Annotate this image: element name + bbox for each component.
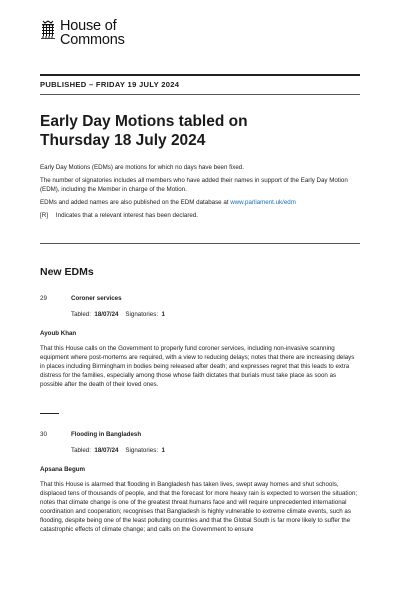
edm-title: Coroner services <box>71 295 122 302</box>
signatories-count: 1 <box>161 447 165 454</box>
intro-block <box>40 164 360 225</box>
portcullis-icon <box>40 20 56 40</box>
page-title <box>40 112 360 150</box>
title-line-2: Thursday 18 July 2024 <box>40 132 206 149</box>
edm-entry <box>40 430 360 535</box>
tabled-date: 18/07/24 <box>94 311 119 318</box>
edm-number: 30 <box>40 431 47 438</box>
intro-paragraph-3 <box>40 199 360 208</box>
edm-motion-text: That this House is alarmed that flooding in Bangladesh has taken lives, swept away homes and shut schools, displaced tens of thousands of people, and that the forecast for more heavy rain is expected to worsen the situation; notes that climate change is one of the greatest threat humans face and will require unprecedented international coordination and cooperation; recognises that Bangladesh is highly vulnerable to extreme climate events, such as flooding, despite being one of the least polluting countries and that the Global South is far more likely to suffer the catastrophic effects of climate change; and calls on the Government to ensure <box>40 481 358 534</box>
edm-separator <box>40 413 59 414</box>
intro-paragraph-1: Early Day Motions (EDMs) are motions for which no days have been fixed. <box>40 164 244 171</box>
signatories-label: Signatories: <box>125 311 159 318</box>
logo-line-1: House of <box>60 18 117 34</box>
published-rule <box>40 94 360 95</box>
tabled-date: 18/07/24 <box>94 447 119 454</box>
logo-wordmark <box>60 20 125 47</box>
edm-member: Ayoub Khan <box>40 330 77 337</box>
edm-motion-text: That this House calls on the Government to properly fund coroner services, including non-invasive scanning equipment where post-mortems are required, with a view to reducing delays; notes that there are increasing delays in places including Birmingham in bodies being released after death; and expresses regret that this leads to extra distress for the families, especially among those whose faith dictates that burials must take place as soon as possible after the death of their loved ones. <box>40 345 355 389</box>
edm-entry <box>40 294 360 389</box>
house-of-commons-logo <box>40 20 125 47</box>
edm-meta <box>71 310 360 319</box>
intro-p3-text: EDMs and added names are also published on the EDM database at <box>40 198 231 206</box>
r-note-text: Indicates that a relevant interest has been declared. <box>55 211 198 219</box>
top-rule <box>40 74 360 76</box>
section-title: New EDMs <box>40 266 94 278</box>
logo-line-2: Commons <box>60 31 125 48</box>
edm-member: Apsana Begum <box>40 466 86 473</box>
intro-rule <box>40 243 360 244</box>
title-line-1: Early Day Motions tabled on <box>40 113 248 130</box>
r-marker: [R] <box>40 211 48 219</box>
signatories-count: 1 <box>161 311 165 318</box>
edm-heading <box>40 294 360 303</box>
edm-heading <box>40 430 360 439</box>
relevant-interest-note <box>40 212 360 221</box>
tabled-label: Tabled: <box>71 447 91 454</box>
published-date: PUBLISHED – FRIDAY 19 JULY 2024 <box>40 80 180 89</box>
edm-title: Flooding in Bangladesh <box>71 431 142 438</box>
edm-number: 29 <box>40 295 47 302</box>
edm-database-link[interactable]: www.parliament.uk/edm <box>230 198 296 206</box>
tabled-label: Tabled: <box>71 311 91 318</box>
intro-paragraph-2: The number of signatories includes all members who have added their names in support of the Early Day Motion (EDM), including the Member in charge of the Motion. <box>40 177 348 193</box>
edm-meta <box>71 446 360 455</box>
signatories-label: Signatories: <box>125 447 159 454</box>
